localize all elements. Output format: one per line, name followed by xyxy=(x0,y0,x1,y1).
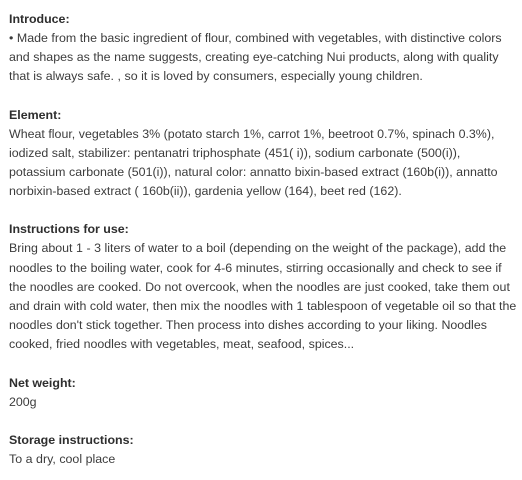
instructions-heading: Instructions for use: xyxy=(9,222,129,237)
storage-section xyxy=(9,431,519,469)
introduce-section xyxy=(9,10,519,87)
product-description xyxy=(9,10,519,469)
section-spacer xyxy=(9,355,519,374)
introduce-text: • Made from the basic ingredient of flour, combined with vegetables, with distinctive colors and shapes as the name suggests, creating eye-catching Nui products, along with quality that is always safe. , so it is loved by consumers, especially young children. xyxy=(9,31,502,84)
net-weight-section xyxy=(9,374,519,412)
section-spacer xyxy=(9,87,519,106)
section-spacer xyxy=(9,412,519,431)
introduce-heading: Introduce: xyxy=(9,12,70,26)
element-text: Wheat flour, vegetables 3% (potato starch 1%, carrot 1%, beetroot 0.7%, spinach 0.3%), iodized salt, stabilizer: pentanatri triphosphate (451( i)), sodium carbonate (500(i)), potassium carbonate (501(i)), natural color: annatto bixin-based extract (160b(i)), annatto norbixin-based extract ( 160b(ii)), gardenia yellow (164), beet red (162). xyxy=(9,126,498,199)
storage-text: To a dry, cool place xyxy=(9,451,116,466)
net-weight-heading: Net weight: xyxy=(9,375,76,390)
instructions-text: Bring about 1 - 3 liters of water to a boil (depending on the weight of the package), add the noodles to the boiling water, cook for 4-6 minutes, stirring occasionally and check to see if the noodles are cooked. Do not overcook, when the noodles are just cooked, take them out and drain with cold water, then mix the noodles with 1 tablespoon of vegetable oil so that the noodles don't stick together. Then process into dishes according to your liking. Noodles cooked, fried noodles with vegetables, meat, seafood, spices... xyxy=(9,241,517,352)
storage-heading: Storage instructions: xyxy=(9,432,134,447)
section-spacer xyxy=(9,201,519,220)
net-weight-text: 200g xyxy=(9,394,37,409)
element-section xyxy=(9,106,519,202)
instructions-section xyxy=(9,220,519,354)
element-heading: Element: xyxy=(9,107,62,122)
